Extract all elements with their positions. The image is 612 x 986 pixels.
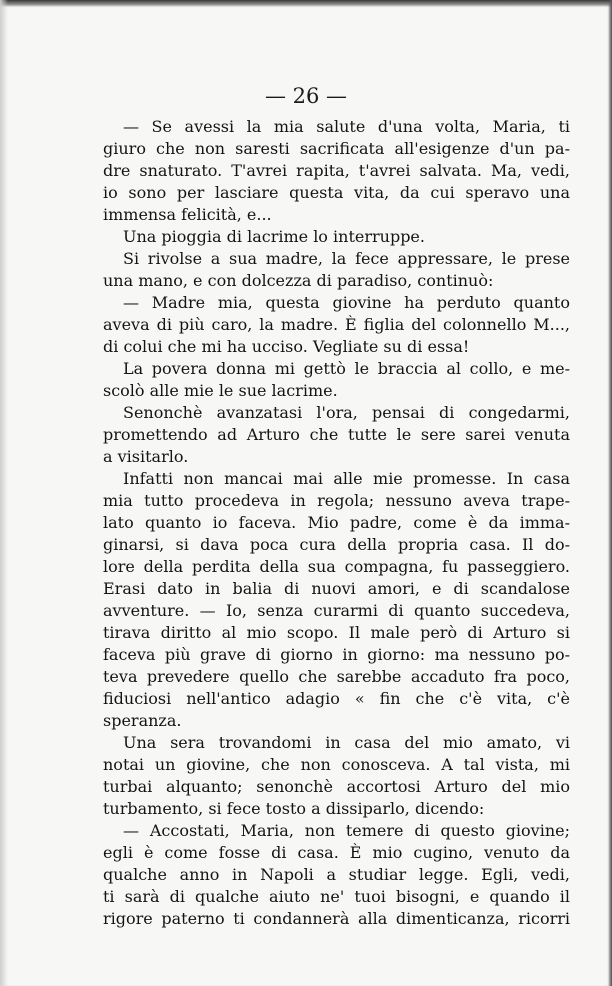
text-line: scolò alle mie le sue lacrime. — [103, 381, 338, 400]
text-line: Una pioggia di lacrime lo interruppe. — [123, 227, 425, 246]
text-line: dre snaturato. T'avrei rapita, t'avrei salvata. Ma, vedi, — [103, 161, 570, 180]
text-line: promettendo ad Arturo che tutte le sere sarei venuta — [103, 425, 570, 444]
text-line: ti sarà di qualche aiuto ne' tuoi bisogni, e quando il — [103, 887, 570, 906]
text-line: lato quanto io faceva. Mio padre, come è da imma- — [103, 513, 570, 532]
text-line: notai un giovine, che non conosceva. A tal vista, mi — [103, 755, 570, 774]
text-line: giuro che non saresti sacrificata all'esigenze d'un pa- — [103, 139, 570, 158]
text-line: egli è come fosse di casa. È mio cugino, venuto da — [103, 843, 570, 862]
text-line: immensa felicità, e... — [103, 205, 272, 224]
text-line: una mano, e con dolcezza di paradiso, continuò: — [103, 271, 494, 290]
text-line: mia tutto procedeva in regola; nessuno aveva trape- — [103, 491, 570, 510]
text-line: — Accostati, Maria, non temere di questo giovine; — [123, 821, 570, 840]
text-line: ginarsi, si dava poca cura della propria casa. Il do- — [103, 535, 570, 554]
text-line: Infatti non mancai mai alle mie promesse. In casa — [123, 469, 570, 488]
body-text — [103, 116, 570, 930]
text-line: Si rivolse a sua madre, la fece appressare, le prese — [123, 249, 570, 268]
text-line: tirava diritto al mio scopo. Il male però di Arturo si — [103, 623, 570, 642]
text-line: di colui che mi ha ucciso. Vegliate su di essa! — [103, 337, 470, 356]
text-line: a visitarlo. — [103, 447, 189, 466]
text-line: La povera donna mi gettò le braccia al collo, e me- — [123, 359, 570, 378]
text-line: avventure. — Io, senza curarmi di quanto succedeva, — [103, 601, 570, 620]
text-line: turbai alquanto; senonchè accortosi Arturo del mio — [103, 777, 570, 796]
text-line: — Madre mia, questa giovine ha perduto quanto — [123, 293, 570, 312]
page-top-shadow — [0, 0, 612, 7]
text-line: io sono per lasciare questa vita, da cui speravo una — [103, 183, 570, 202]
page-right-shadow — [608, 0, 612, 986]
text-line: Senonchè avanzatasi l'ora, pensai di congedarmi, — [123, 403, 570, 422]
text-line: teva prevedere quello che sarebbe accaduto fra poco, — [103, 667, 570, 686]
text-line: — Se avessi la mia salute d'una volta, Maria, ti — [123, 117, 570, 136]
text-line: aveva di più caro, la madre. È figlia del colonnello M..., — [103, 315, 570, 334]
page-number: — 26 — — [264, 84, 348, 108]
text-line: faceva più grave di giorno in giorno: ma nessuno po- — [103, 645, 570, 664]
text-line: rigore paterno ti condannerà alla dimenticanza, ricorri — [103, 909, 570, 928]
text-line: Erasi dato in balia di nuovi amori, e di scandalose — [103, 579, 570, 598]
text-line: turbamento, si fece tosto a dissiparlo, dicendo: — [103, 799, 485, 818]
text-line: lore della perdita della sua compagna, fu passeggiero. — [103, 557, 570, 576]
text-line: fiduciosi nell'antico adagio « fin che c'è vita, c'è — [103, 689, 570, 708]
text-line: Una sera trovandomi in casa del mio amato, vi — [123, 733, 570, 752]
text-line: speranza. — [103, 711, 182, 730]
text-line: qualche anno in Napoli a studiar legge. Egli, vedi, — [103, 865, 570, 884]
page-left-shadow — [0, 0, 8, 986]
